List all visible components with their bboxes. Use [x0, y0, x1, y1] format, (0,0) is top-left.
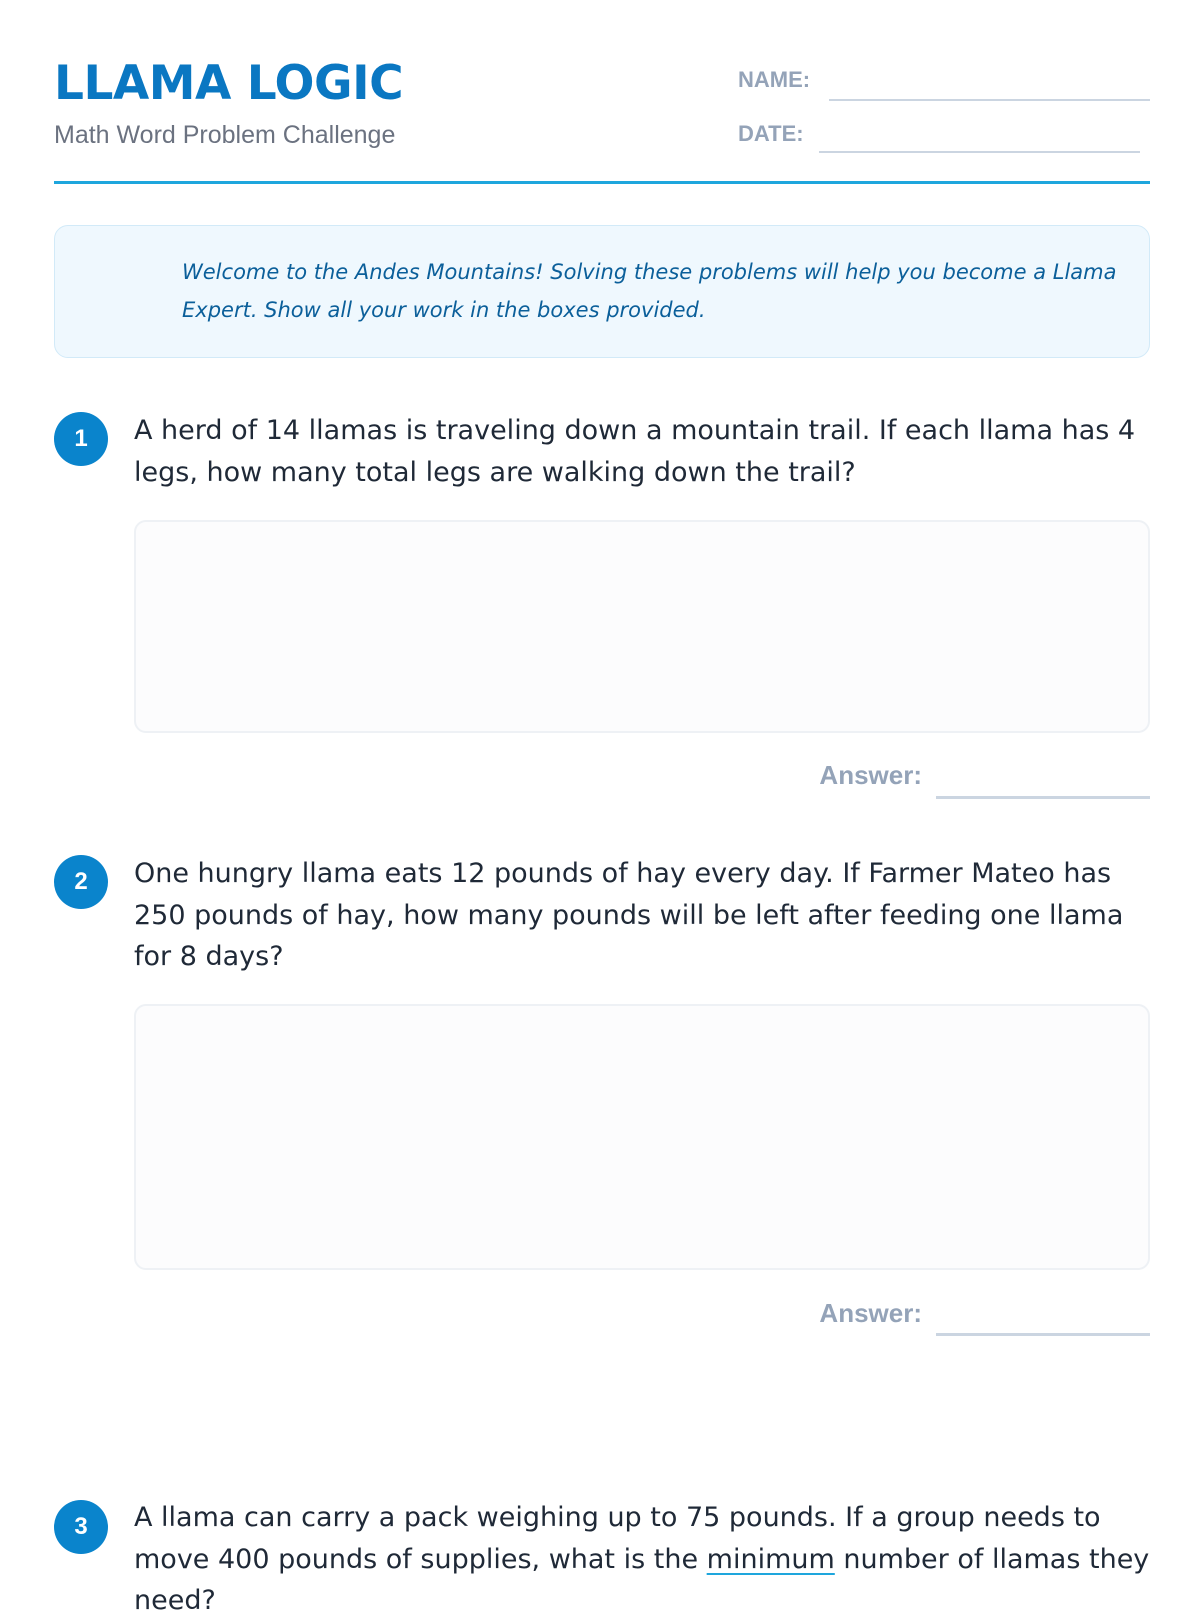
question-text-part: number of llamas they need? [134, 1543, 1150, 1616]
emphasis-text: minimum [706, 1543, 835, 1575]
name-label: NAME: [738, 67, 811, 92]
answer-label: Answer: [819, 760, 922, 790]
intro-callout [54, 225, 1150, 358]
answer-field[interactable] [936, 1333, 1150, 1336]
worksheet-header [54, 0, 1150, 184]
question-number-badge: 3 [54, 1500, 108, 1554]
work-area[interactable] [134, 520, 1150, 733]
question-text: A herd of 14 llamas is traveling down a mountain trail. If each llama has 4 legs, how many total legs are walking down the trail? [134, 415, 1136, 488]
intro-text: Welcome to the Andes Mountains! Solving these problems will help you become a Llama Expert. Show all your work in the boxes provided. [182, 260, 1117, 322]
question-number-badge: 1 [54, 412, 108, 466]
question-text-part: A llama can carry a pack weighing up to 75 pounds. If a group needs to move 400 pounds of supplies, what is the [134, 1502, 1101, 1575]
page-subtitle: Math Word Problem Challenge [54, 121, 396, 149]
date-label: DATE: [738, 121, 804, 146]
question-text: One hungry llama eats 12 pounds of hay every day. If Farmer Mateo has 250 pounds of hay, how many pounds will be left after feeding one llama for 8 days? [134, 858, 1124, 972]
page-title: LLAMA LOGIC [54, 56, 404, 111]
question-text [134, 1497, 1154, 1622]
date-field[interactable] [819, 151, 1140, 153]
answer-label: Answer: [819, 1298, 922, 1328]
question-number-badge: 2 [54, 855, 108, 909]
name-field[interactable] [829, 99, 1150, 101]
answer-field[interactable] [936, 796, 1150, 799]
work-area[interactable] [134, 1004, 1150, 1270]
